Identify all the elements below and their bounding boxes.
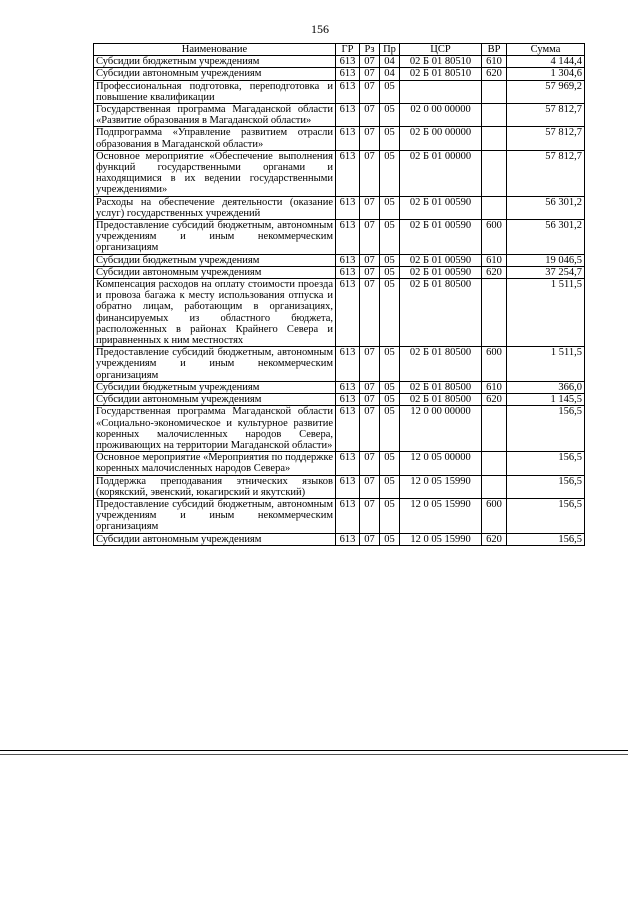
row-rz: 07 (360, 394, 380, 406)
row-vr: 620 (482, 394, 507, 406)
table-row (94, 254, 585, 266)
row-vr (482, 475, 507, 498)
table-row (94, 150, 585, 196)
row-name: Субсидии автономным учреждениям (94, 266, 336, 278)
row-csr: 02 Б 00 00000 (400, 127, 482, 150)
row-pr: 05 (380, 381, 400, 393)
row-csr: 02 Б 01 80510 (400, 56, 482, 68)
row-name: Государственная программа Магаданской области «Социально-экономическое и культурное развитие коренных малочисленных народов Севера, проживающих на территории Магаданской области» (94, 406, 336, 452)
row-sum: 19 046,5 (507, 254, 585, 266)
row-rz: 07 (360, 127, 380, 150)
row-rz: 07 (360, 381, 380, 393)
table-row (94, 533, 585, 545)
bottom-divider (0, 750, 628, 751)
row-csr: 02 Б 01 00590 (400, 266, 482, 278)
table-row (94, 498, 585, 533)
row-sum: 1 511,5 (507, 279, 585, 347)
row-rz: 07 (360, 475, 380, 498)
row-gr: 613 (336, 381, 360, 393)
row-name: Основное мероприятие «Мероприятия по поддержке коренных малочисленных народов Севера» (94, 452, 336, 475)
table-row (94, 68, 585, 80)
row-sum: 56 301,2 (507, 196, 585, 219)
row-pr: 05 (380, 533, 400, 545)
row-csr: 12 0 05 15990 (400, 498, 482, 533)
column-header-pr: Пр (380, 44, 400, 56)
row-vr: 610 (482, 254, 507, 266)
row-csr: 12 0 05 00000 (400, 452, 482, 475)
row-rz: 07 (360, 68, 380, 80)
row-gr: 613 (336, 196, 360, 219)
row-csr: 02 Б 01 80500 (400, 279, 482, 347)
row-pr: 05 (380, 266, 400, 278)
row-gr: 613 (336, 533, 360, 545)
row-vr (482, 406, 507, 452)
row-gr: 613 (336, 68, 360, 80)
row-name: Субсидии автономным учреждениям (94, 394, 336, 406)
row-csr (400, 80, 482, 103)
row-vr: 600 (482, 498, 507, 533)
row-sum: 57 969,2 (507, 80, 585, 103)
row-name: Предоставление субсидий бюджетным, автономным учреждениям и иным некоммерческим организациям (94, 498, 336, 533)
table-row (94, 279, 585, 347)
row-rz: 07 (360, 56, 380, 68)
row-pr: 04 (380, 56, 400, 68)
row-csr: 12 0 05 15990 (400, 475, 482, 498)
table-header-row (94, 44, 585, 56)
row-pr: 05 (380, 498, 400, 533)
row-gr: 613 (336, 104, 360, 127)
row-vr (482, 104, 507, 127)
row-csr: 02 Б 01 80510 (400, 68, 482, 80)
row-rz: 07 (360, 406, 380, 452)
row-vr (482, 452, 507, 475)
row-csr: 02 Б 01 00000 (400, 150, 482, 196)
row-pr: 05 (380, 452, 400, 475)
row-pr: 05 (380, 220, 400, 255)
row-rz: 07 (360, 254, 380, 266)
row-vr: 620 (482, 68, 507, 80)
row-gr: 613 (336, 279, 360, 347)
row-vr: 610 (482, 381, 507, 393)
row-name: Государственная программа Магаданской области «Развитие образования в Магаданской области» (94, 104, 336, 127)
row-sum: 156,5 (507, 533, 585, 545)
bottom-divider (0, 754, 628, 755)
row-pr: 05 (380, 196, 400, 219)
row-gr: 613 (336, 80, 360, 103)
row-vr: 600 (482, 220, 507, 255)
budget-table (93, 43, 585, 546)
row-rz: 07 (360, 347, 380, 382)
row-rz: 07 (360, 220, 380, 255)
row-csr: 02 Б 01 80500 (400, 394, 482, 406)
row-csr: 02 Б 01 00590 (400, 254, 482, 266)
table-row (94, 266, 585, 278)
row-sum: 1 145,5 (507, 394, 585, 406)
column-header-vr: ВР (482, 44, 507, 56)
row-gr: 613 (336, 475, 360, 498)
row-csr: 02 0 00 00000 (400, 104, 482, 127)
row-name: Предоставление субсидий бюджетным, автономным учреждениям и иным некоммерческим организациям (94, 347, 336, 382)
row-sum: 57 812,7 (507, 104, 585, 127)
row-gr: 613 (336, 127, 360, 150)
row-pr: 05 (380, 475, 400, 498)
row-name: Субсидии бюджетным учреждениям (94, 381, 336, 393)
row-sum: 57 812,7 (507, 127, 585, 150)
row-gr: 613 (336, 254, 360, 266)
row-sum: 56 301,2 (507, 220, 585, 255)
row-pr: 05 (380, 394, 400, 406)
row-name: Субсидии бюджетным учреждениям (94, 254, 336, 266)
row-vr (482, 80, 507, 103)
row-pr: 04 (380, 68, 400, 80)
row-pr: 05 (380, 279, 400, 347)
row-name: Субсидии автономным учреждениям (94, 533, 336, 545)
row-sum: 366,0 (507, 381, 585, 393)
row-csr: 02 Б 01 00590 (400, 220, 482, 255)
row-rz: 07 (360, 150, 380, 196)
row-gr: 613 (336, 56, 360, 68)
row-rz: 07 (360, 80, 380, 103)
row-name: Субсидии автономным учреждениям (94, 68, 336, 80)
row-gr: 613 (336, 150, 360, 196)
row-sum: 1 304,6 (507, 68, 585, 80)
row-rz: 07 (360, 533, 380, 545)
row-rz: 07 (360, 104, 380, 127)
table-row (94, 104, 585, 127)
row-pr: 05 (380, 104, 400, 127)
row-name: Расходы на обеспечение деятельности (оказание услуг) государственных учреждений (94, 196, 336, 219)
table-row (94, 394, 585, 406)
row-sum: 37 254,7 (507, 266, 585, 278)
row-name: Основное мероприятие «Обеспечение выполнения функций государственными органами и находящимися в их ведении государственными учреждениями» (94, 150, 336, 196)
row-name: Профессиональная подготовка, переподготовка и повышение квалификации (94, 80, 336, 103)
table-row (94, 196, 585, 219)
table-row (94, 347, 585, 382)
row-csr: 02 Б 01 00590 (400, 196, 482, 219)
table-row (94, 475, 585, 498)
row-name: Компенсация расходов на оплату стоимости проезда и провоза багажа к месту использования отпуска и обратно лицам, работающим в организациях, финансируемых из областного бюджета, расположенных в районах Крайнего Севера и приравненных к ним местностях (94, 279, 336, 347)
row-gr: 613 (336, 220, 360, 255)
row-name: Подпрограмма «Управление развитием отрасли образования в Магаданской области» (94, 127, 336, 150)
row-name: Субсидии бюджетным учреждениям (94, 56, 336, 68)
table-row (94, 127, 585, 150)
column-header-rz: Рз (360, 44, 380, 56)
table-row (94, 381, 585, 393)
row-pr: 05 (380, 80, 400, 103)
row-vr: 620 (482, 533, 507, 545)
table-row (94, 80, 585, 103)
column-header-gr: ГР (336, 44, 360, 56)
row-gr: 613 (336, 266, 360, 278)
page-number: 156 (311, 22, 329, 36)
row-name: Предоставление субсидий бюджетным, автономным учреждениям и иным некоммерческим организациям (94, 220, 336, 255)
row-vr (482, 127, 507, 150)
row-csr: 12 0 00 00000 (400, 406, 482, 452)
table-row (94, 452, 585, 475)
row-pr: 05 (380, 254, 400, 266)
row-csr: 02 Б 01 80500 (400, 347, 482, 382)
row-sum: 57 812,7 (507, 150, 585, 196)
row-vr (482, 196, 507, 219)
row-vr: 610 (482, 56, 507, 68)
row-rz: 07 (360, 452, 380, 475)
column-header-sum: Сумма (507, 44, 585, 56)
column-header-name: Наименование (94, 44, 336, 56)
row-sum: 156,5 (507, 452, 585, 475)
row-pr: 05 (380, 347, 400, 382)
row-name: Поддержка преподавания этнических языков (корякский, эвенский, юкагирский и якутский) (94, 475, 336, 498)
row-rz: 07 (360, 279, 380, 347)
row-sum: 4 144,4 (507, 56, 585, 68)
row-vr: 600 (482, 347, 507, 382)
row-gr: 613 (336, 406, 360, 452)
row-sum: 156,5 (507, 475, 585, 498)
row-sum: 1 511,5 (507, 347, 585, 382)
column-header-csr: ЦСР (400, 44, 482, 56)
table-row (94, 406, 585, 452)
row-pr: 05 (380, 406, 400, 452)
row-rz: 07 (360, 266, 380, 278)
row-vr: 620 (482, 266, 507, 278)
table-row (94, 56, 585, 68)
row-gr: 613 (336, 452, 360, 475)
row-pr: 05 (380, 127, 400, 150)
row-sum: 156,5 (507, 498, 585, 533)
row-rz: 07 (360, 196, 380, 219)
row-csr: 12 0 05 15990 (400, 533, 482, 545)
row-gr: 613 (336, 347, 360, 382)
row-pr: 05 (380, 150, 400, 196)
row-csr: 02 Б 01 80500 (400, 381, 482, 393)
row-vr (482, 150, 507, 196)
row-sum: 156,5 (507, 406, 585, 452)
row-vr (482, 279, 507, 347)
row-rz: 07 (360, 498, 380, 533)
table-row (94, 220, 585, 255)
row-gr: 613 (336, 498, 360, 533)
row-gr: 613 (336, 394, 360, 406)
